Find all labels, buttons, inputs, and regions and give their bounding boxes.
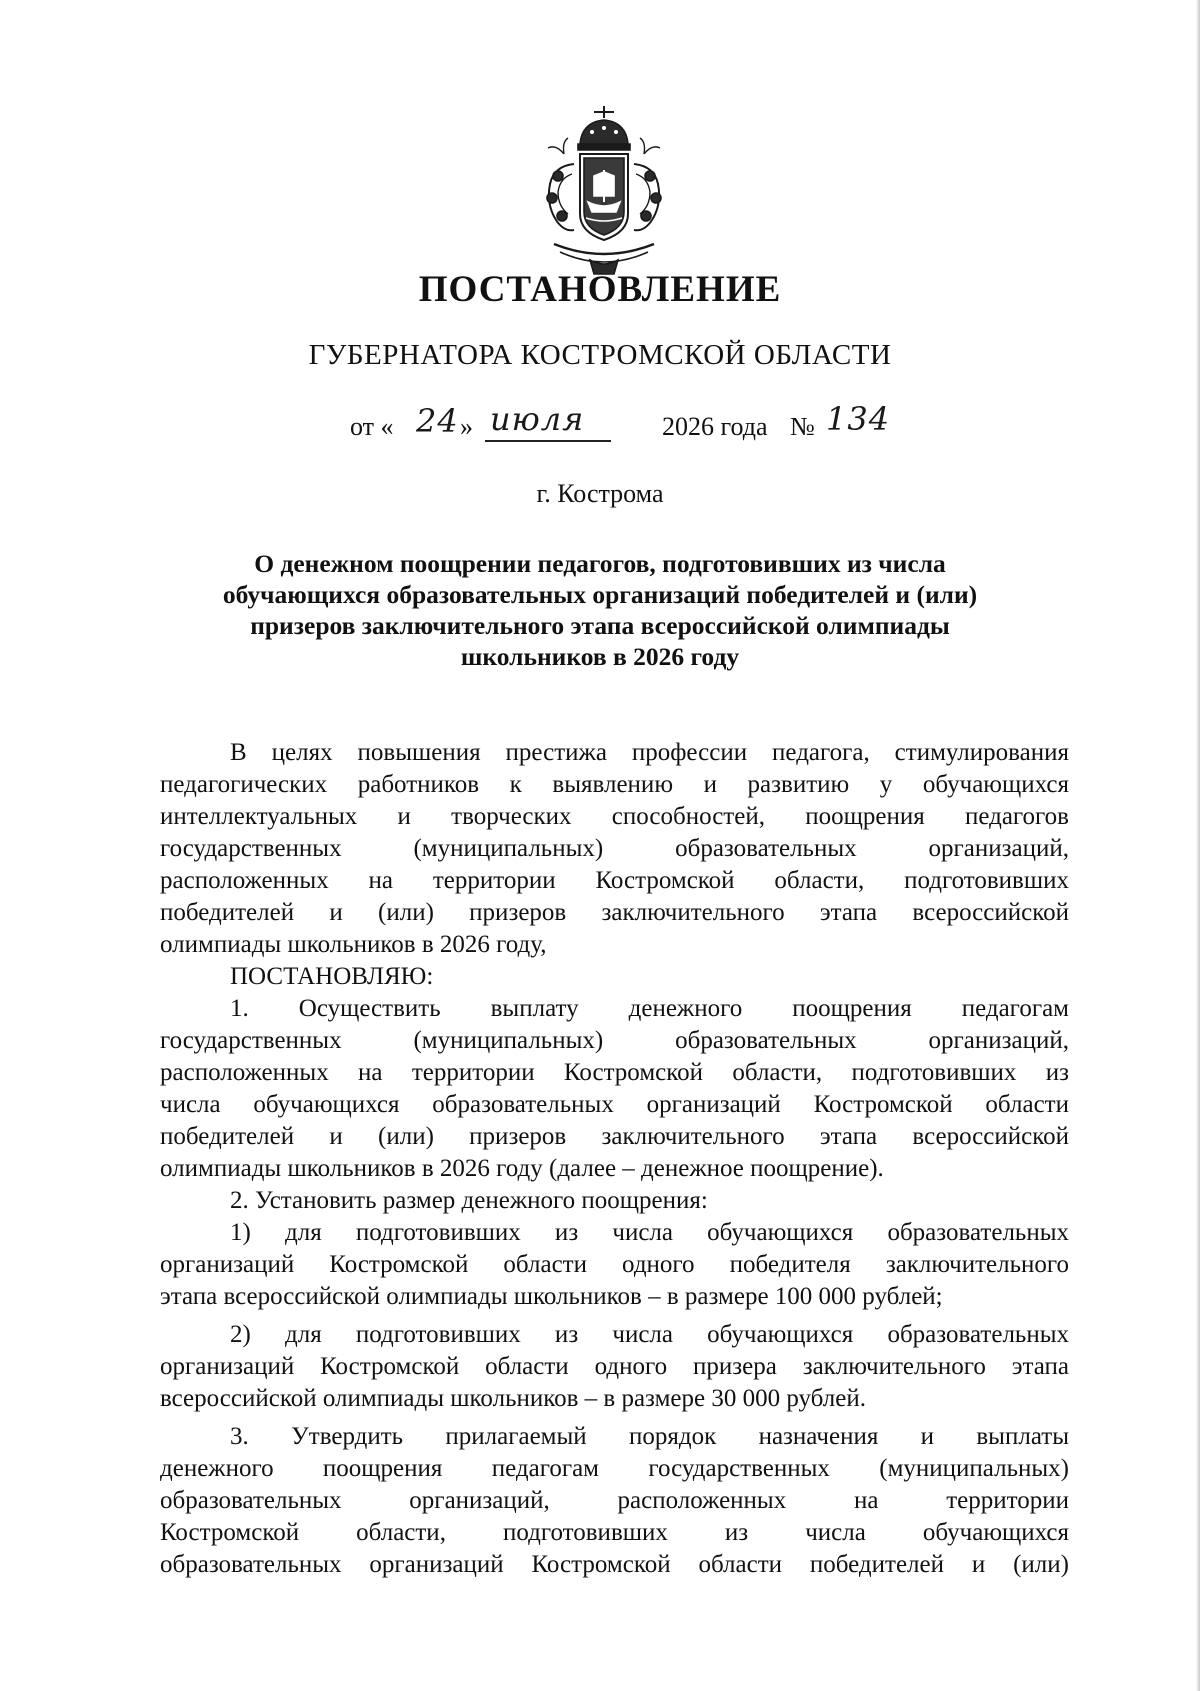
- text-line: победителей и (или) призеров заключительного этапа всероссийской: [160, 1123, 1069, 1150]
- text-line: организаций Костромской области одного призера заключительного этапа: [160, 1353, 1069, 1380]
- city-line: г. Кострома: [536, 479, 664, 508]
- subject-heading: [0, 548, 1200, 672]
- text-line: олимпиады школьников в 2026 году (далее – денежное поощрение).: [160, 1155, 884, 1182]
- date-line: [350, 400, 970, 450]
- document-body: [160, 737, 1069, 1581]
- date-prefix: от «: [350, 412, 394, 441]
- text-line: 1. Осуществить выплату денежного поощрения педагогам: [230, 995, 1069, 1022]
- handwritten-day: 24: [416, 402, 459, 440]
- text-line: 1) для подготовивших из числа обучающихся образовательных: [230, 1219, 1069, 1246]
- item-2-1: [160, 1217, 1069, 1313]
- handwritten-month: июля: [490, 400, 585, 438]
- scan-edge: [1196, 0, 1200, 1691]
- text-line: победителей и (или) призеров заключительного этапа всероссийской: [160, 899, 1069, 926]
- text-line: государственных (муниципальных) образовательных организаций,: [160, 835, 1069, 862]
- text-line: образовательных организаций Костромской области победителей и (или): [160, 1551, 1069, 1578]
- month-underline: [485, 440, 611, 442]
- text-line: государственных (муниципальных) образовательных организаций,: [160, 1027, 1069, 1054]
- text-line: В целях повышения престижа профессии педагога, стимулирования: [230, 739, 1069, 766]
- text-line: образовательных организаций, расположенных на территории: [160, 1487, 1069, 1514]
- text-line: организаций Костромской области одного победителя заключительного: [160, 1251, 1069, 1278]
- text-line: 3. Утвердить прилагаемый порядок назначения и выплаты: [230, 1423, 1069, 1450]
- text-line: интеллектуальных и творческих способностей, поощрения педагогов: [160, 803, 1069, 830]
- text-line: этапа всероссийской олимпиады школьников – в размере 100 000 рублей;: [160, 1283, 943, 1310]
- text-line: денежного поощрения педагогам государственных (муниципальных): [160, 1455, 1069, 1482]
- text-line: 2. Установить размер денежного поощрения:: [230, 1187, 708, 1214]
- date-year: 2026 года: [662, 412, 768, 441]
- text-line: педагогических работников к выявлению и развитию у обучающихся: [160, 771, 1069, 798]
- handwritten-number: 134: [826, 400, 891, 438]
- subject-line: обучающихся образовательных организаций победителей и (или): [222, 580, 978, 609]
- item-3: [160, 1421, 1069, 1581]
- subject-line: школьников в 2026 году: [460, 642, 740, 671]
- text-line: расположенных на территории Костромской области, подготовивших: [160, 867, 1069, 894]
- number-sign: №: [790, 412, 815, 441]
- item-2: [160, 1185, 1069, 1217]
- date-after-day: »: [460, 412, 473, 441]
- text-line: 2) для подготовивших из числа обучающихся образовательных: [230, 1321, 1069, 1348]
- text-line: числа обучающихся образовательных организаций Костромской области: [160, 1091, 1069, 1118]
- text-line: Костромской области, подготовивших из числа обучающихся: [160, 1519, 1069, 1546]
- text-line: всероссийской олимпиады школьников – в размере 30 000 рублей.: [160, 1385, 866, 1412]
- text-line: олимпиады школьников в 2026 году,: [160, 931, 547, 958]
- coat-of-arms-icon: [534, 104, 674, 280]
- document-title: ПОСТАНОВЛЕНИЕ: [418, 269, 782, 310]
- preamble: [160, 737, 1069, 961]
- decree-word: ПОСТАНОВЛЯЮ:: [230, 963, 434, 990]
- text-line: расположенных на территории Костромской области, подготовивших из: [160, 1059, 1069, 1086]
- subject-line: призеров заключительного этапа всероссийской олимпиады: [250, 611, 950, 640]
- item-2-2: [160, 1319, 1069, 1415]
- issuer-line: ГУБЕРНАТОРА КОСТРОМСКОЙ ОБЛАСТИ: [308, 339, 892, 371]
- item-1: [160, 993, 1069, 1185]
- subject-line: О денежном поощрении педагогов, подготовивших из числа: [254, 549, 946, 578]
